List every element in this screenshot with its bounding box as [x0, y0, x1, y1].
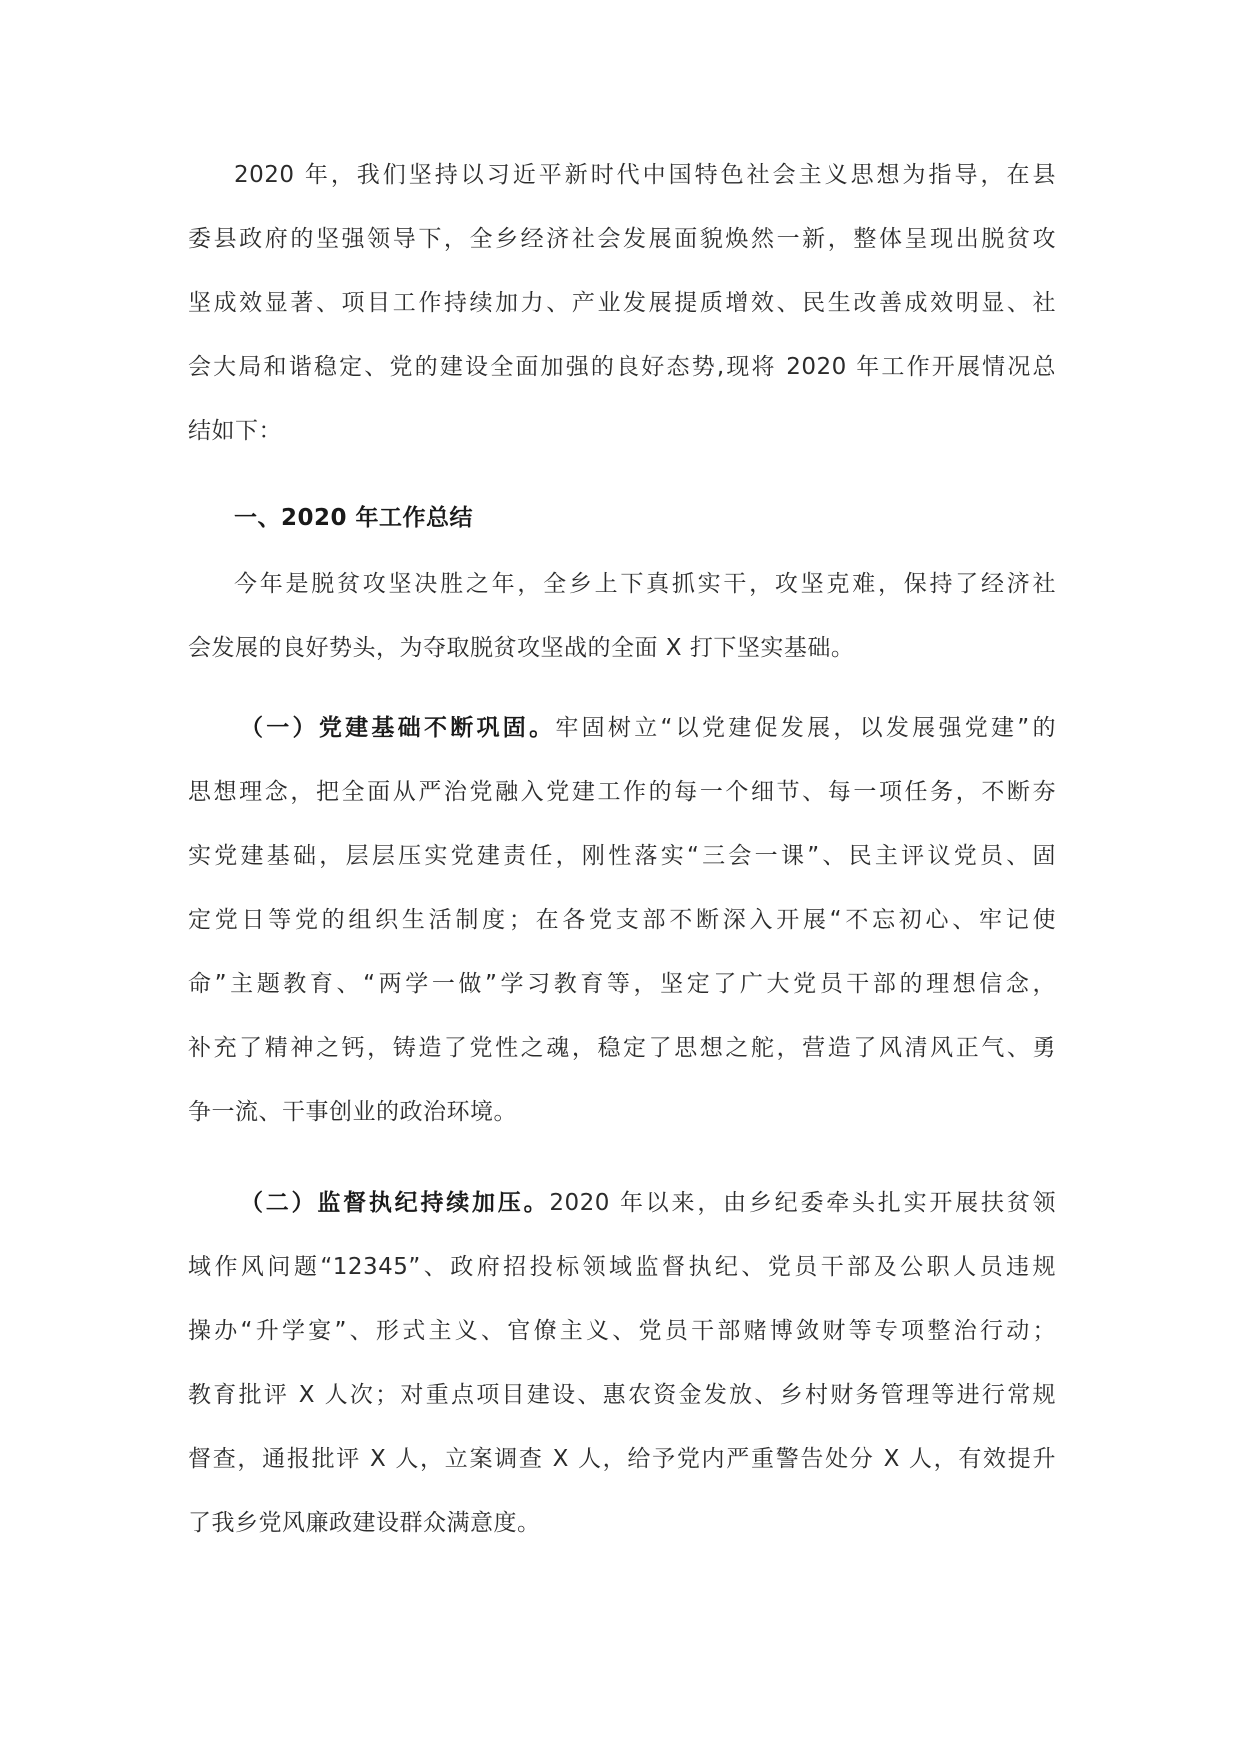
intro-line-5: 结如下： [188, 418, 282, 444]
item-1-title: （一）党建基础不断巩固。 [240, 715, 556, 741]
item-2-line-3: 操办“升学宴”、形式主义、官僚主义、党员干部赌博敛财等专项整治行动； [188, 1318, 1056, 1344]
item-1-first-line-rest: 牢固树立“以党建促发展，以发展强党建”的 [555, 715, 1056, 741]
item-2-first-line-rest: 2020 年以来，由乡纪委牵头扎实开展扶贫领 [549, 1190, 1056, 1216]
item-2-line-6: 了我乡党风廉政建设群众满意度。 [188, 1510, 541, 1536]
section-intro-line-1: 今年是脱贫攻坚决胜之年，全乡上下真抓实干，攻坚克难，保持了经济社 [234, 571, 1056, 597]
intro-line-4: 会大局和谐稳定、党的建设全面加强的良好态势,现将 2020 年工作开展情况总 [188, 354, 1056, 380]
intro-line-1: 2020 年，我们坚持以习近平新时代中国特色社会主义思想为指导，在县 [234, 162, 1056, 188]
section-intro-paragraph [188, 552, 1056, 680]
item-1-line-3: 实党建基础，层层压实党建责任，刚性落实“三会一课”、民主评议党员、固 [188, 843, 1056, 869]
intro-line-3: 坚成效显著、项目工作持续加力、产业发展提质增效、民生改善成效明显、社 [188, 290, 1056, 316]
item-2-line-2: 域作风问题“12345”、政府招投标领域监督执纪、党员干部及公职人员违规 [188, 1254, 1056, 1280]
section-heading-block [188, 486, 1056, 550]
item-2-paragraph [188, 1171, 1056, 1555]
intro-paragraph [188, 143, 1056, 463]
item-1-paragraph [188, 696, 1056, 1144]
item-1-first-line [188, 696, 1056, 760]
item-2-first-line [188, 1171, 1056, 1235]
item-1-line-7: 争一流、干事创业的政治环境。 [188, 1099, 517, 1125]
section-heading: 一、2020 年工作总结 [234, 505, 474, 531]
item-2-line-5: 督查，通报批评 X 人，立案调查 X 人，给予党内严重警告处分 X 人，有效提升 [188, 1446, 1056, 1472]
item-1-line-5: 命”主题教育、“两学一做”学习教育等，坚定了广大党员干部的理想信念， [188, 971, 1056, 997]
item-1-line-2: 思想理念，把全面从严治党融入党建工作的每一个细节、每一项任务，不断夯 [188, 779, 1056, 805]
item-2-line-4: 教育批评 X 人次；对重点项目建设、惠农资金发放、乡村财务管理等进行常规 [188, 1382, 1056, 1408]
item-1-line-4: 定党日等党的组织生活制度；在各党支部不断深入开展“不忘初心、牢记使 [188, 907, 1056, 933]
item-1-line-6: 补充了精神之钙，铸造了党性之魂，稳定了思想之舵，营造了风清风正气、勇 [188, 1035, 1056, 1061]
section-intro-line-2: 会发展的良好势头，为夺取脱贫攻坚战的全面 X 打下坚实基础。 [188, 635, 855, 661]
intro-line-2: 委县政府的坚强领导下，全乡经济社会发展面貌焕然一新，整体呈现出脱贫攻 [188, 226, 1056, 252]
item-2-title: （二）监督执纪持续加压。 [240, 1190, 550, 1216]
